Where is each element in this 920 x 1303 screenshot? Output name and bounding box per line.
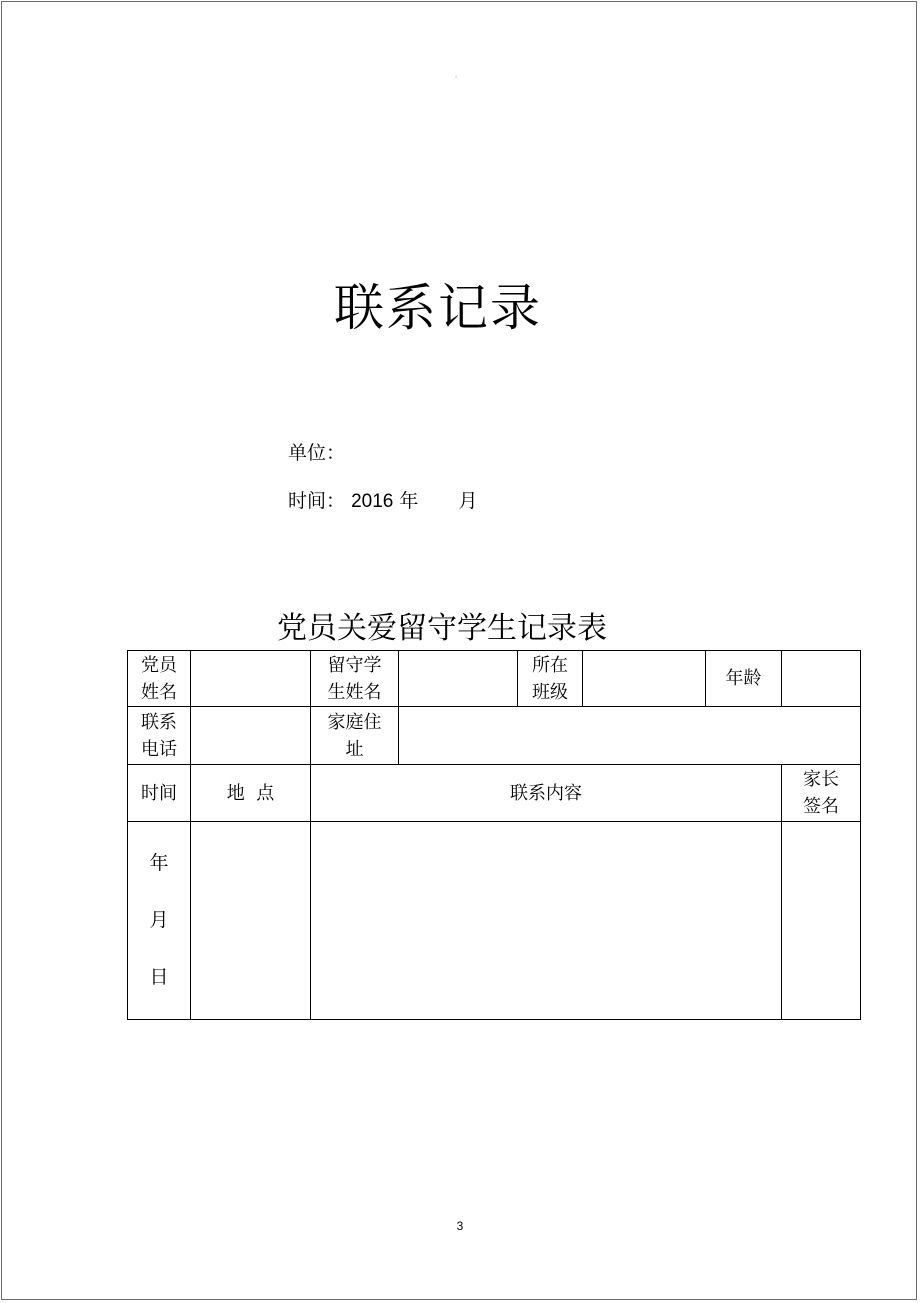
address-label-line2: 址 bbox=[345, 738, 364, 760]
sign-header bbox=[782, 765, 861, 822]
sign-field[interactable] bbox=[782, 822, 861, 1020]
content-header: 联系内容 bbox=[311, 765, 782, 822]
record-table bbox=[127, 650, 861, 1020]
age-label: 年龄 bbox=[706, 651, 782, 707]
class-label-line1: 所在 bbox=[532, 654, 568, 676]
time-label: 时间： bbox=[288, 490, 346, 512]
address-label bbox=[311, 707, 399, 765]
year-value: 2016 bbox=[351, 491, 394, 512]
student-name-label bbox=[311, 651, 399, 707]
student-name-label-line2: 生姓名 bbox=[327, 681, 382, 703]
age-field[interactable] bbox=[782, 651, 861, 707]
table-row bbox=[128, 707, 861, 765]
sign-header-line2: 签名 bbox=[803, 796, 839, 817]
address-label-line1: 家庭住 bbox=[327, 711, 382, 733]
date-month-label: 月 bbox=[149, 909, 169, 931]
date-day-label: 日 bbox=[149, 966, 169, 988]
phone-label-line2: 电话 bbox=[141, 738, 177, 760]
phone-label bbox=[128, 707, 191, 765]
class-label-line2: 班级 bbox=[532, 681, 568, 703]
place-field[interactable] bbox=[191, 822, 311, 1020]
phone-label-line1: 联系 bbox=[141, 711, 177, 733]
member-name-field[interactable] bbox=[191, 651, 311, 707]
table-row bbox=[128, 651, 861, 707]
date-year-label: 年 bbox=[149, 852, 169, 874]
unit-label: 单位： bbox=[288, 442, 346, 464]
page-number: 3 bbox=[456, 1219, 464, 1233]
document-title: 联系记录 bbox=[334, 279, 542, 337]
member-name-label bbox=[128, 651, 191, 707]
sign-header-line1: 家长 bbox=[803, 769, 839, 790]
table-header-row bbox=[128, 765, 861, 822]
place-header: 地 点 bbox=[191, 765, 311, 822]
unit-line bbox=[288, 438, 345, 465]
table-row bbox=[128, 822, 861, 1020]
header-dot: 。 bbox=[455, 72, 462, 79]
member-name-label-line2: 姓名 bbox=[141, 681, 177, 703]
content-field[interactable] bbox=[311, 822, 782, 1020]
year-suffix: 年 bbox=[399, 490, 419, 512]
student-name-field[interactable] bbox=[399, 651, 518, 707]
address-field[interactable] bbox=[399, 707, 861, 765]
month-suffix: 月 bbox=[458, 490, 478, 512]
time-header: 时间 bbox=[128, 765, 191, 822]
time-line bbox=[288, 486, 477, 513]
student-name-label-line1: 留守学 bbox=[327, 654, 382, 676]
date-cell[interactable] bbox=[128, 822, 191, 1020]
member-name-label-line1: 党员 bbox=[141, 654, 177, 676]
class-label bbox=[518, 651, 583, 707]
phone-field[interactable] bbox=[191, 707, 311, 765]
class-field[interactable] bbox=[583, 651, 706, 707]
table-title: 党员关爱留守学生记录表 bbox=[277, 611, 607, 646]
